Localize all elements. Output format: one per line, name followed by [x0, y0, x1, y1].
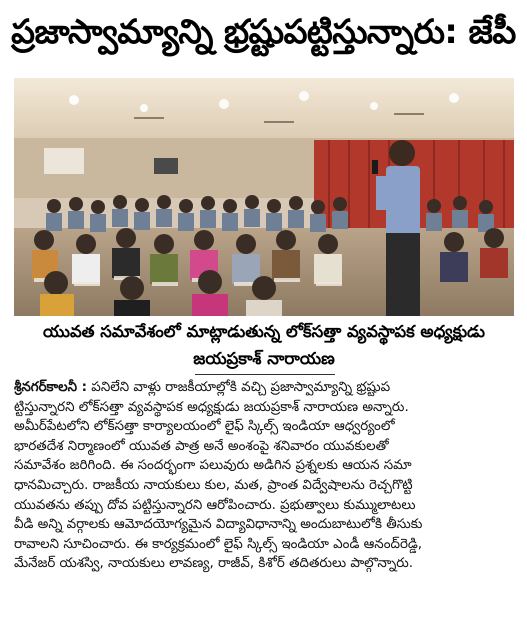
article-line-9: రావాలని సూచించారు. ఈ కార్యక్రమంలో లైఫ్ స్కిల్స్ ఇండియా ఎండీ ఆనంద్‌రెడ్డి, — [14, 536, 423, 552]
article-body — [14, 378, 516, 574]
article-line-5: సమావేశం జరిగింది. ఈ సందర్భంగా పలువురు అడిగిన ప్రశ్నలకు ఆయన సమా — [14, 458, 412, 474]
meeting-photo-illustration — [14, 78, 514, 316]
caption-line-1: యువత సమావేశంలో మాట్లాడుతున్న లోక్‌సత్తా వ్యవస్థాపక అధ్యక్షుడు — [43, 322, 485, 341]
dateline: శ్రీనగర్‌కాలనీ : — [14, 380, 88, 395]
article-line-7: యువతను తప్పు దోవ పట్టిస్తున్నారని ఆరోపించారు. ప్రభుత్వాలు కుమ్ములాటలు — [14, 497, 416, 513]
caption-divider — [195, 374, 335, 375]
article-line-1: శ్రీనగర్‌కాలనీ : పనిలేని వాళ్లు రాజకీయాల్లోకి వచ్చి ప్రజాస్వామ్యాన్ని భ్రష్టుప — [14, 380, 391, 395]
article-line-2: ట్టిస్తున్నారని లోక్‌సత్తా వ్యవస్థాపక అధ్యక్షుడు జయప్రకాశ్ నారాయణ అన్నారు. — [14, 399, 409, 415]
article-line-4: భారతదేశ నిర్మాణంలో యువత పాత్ర అనే అంశంపై శనివారం యువకులతో — [14, 438, 389, 454]
article-line-6: ధానమిచ్చారు. రాజకీయ నాయకులు కుల, మత, ప్రాంత విద్వేషాలను రెచ్చగొట్టి — [14, 477, 413, 493]
article-line-8: వీడి అన్ని వర్గాలకు ఆమోదయోగ్యమైన విద్యావిధానాన్ని అందుబాటులోకి తీసుకు — [14, 517, 423, 533]
headline: ప్రజాస్వామ్యాన్ని భ్రష్టుపట్టిస్తున్నారు: జేపీ — [11, 12, 516, 51]
ceiling — [14, 78, 514, 148]
microphone — [372, 160, 378, 174]
photo-caption — [14, 318, 514, 372]
wall-board — [44, 148, 84, 174]
wall-screen — [154, 158, 178, 174]
article-line-10: మేనేజర్ యశస్వి, నాయకులు లావణ్య, రాజీవ్, కిశోర్ తదితరులు పాల్గొన్నారు. — [14, 556, 414, 572]
caption-line-2: జయప్రకాశ్ నారాయణ — [193, 349, 335, 368]
news-photo — [14, 78, 514, 316]
article-line-3: అమీర్‌పేటలోని లోక్‌సత్తా కార్యాలయంలో లైఫ్ స్కిల్స్ ఇండియా ఆధ్వర్యంలో — [14, 419, 395, 435]
